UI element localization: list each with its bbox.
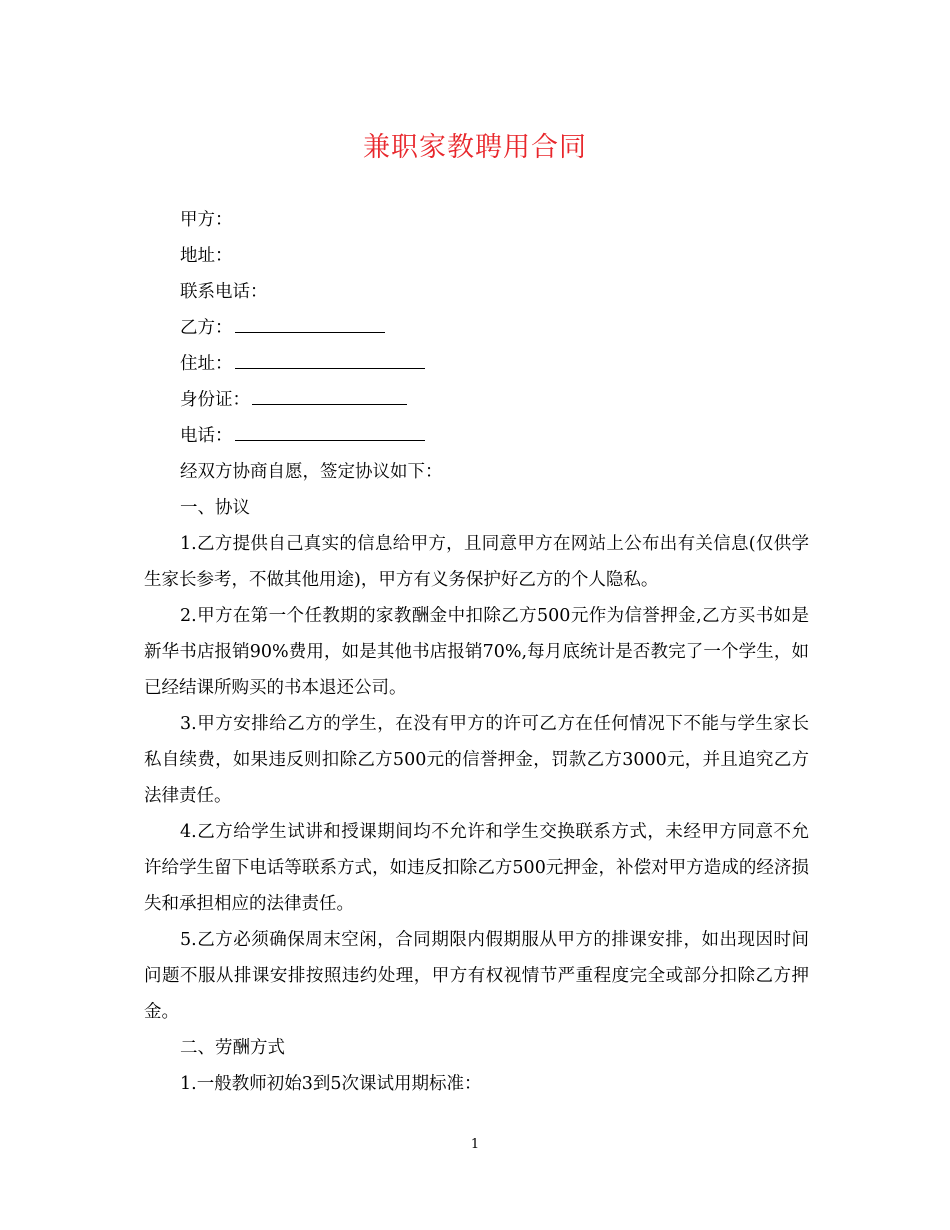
agreement-clause-1: 1.乙方提供自己真实的信息给甲方，且同意甲方在网站上公布出有关信息(仅供学生家长参考，不做其他用途)，甲方有义务保护好乙方的个人隐私。 <box>144 534 809 590</box>
party-b-id-label: 身份证： <box>180 390 250 410</box>
party-a-phone-label: 联系电话： <box>180 282 268 302</box>
agreement-clause-4: 4.乙方给学生试讲和授课期间均不允许和学生交换联系方式，未经甲方同意不允许给学生留下电话等联系方式，如违反扣除乙方500元押金，补偿对甲方造成的经济损失和承担相应的法律责任。 <box>144 822 809 914</box>
party-a-field <box>144 202 809 238</box>
party-a-address-field <box>144 238 809 274</box>
party-b-address-label: 住址： <box>180 354 233 374</box>
party-b-id-blank <box>252 390 407 405</box>
agreement-clause-3: 3.甲方安排给乙方的学生，在没有甲方的许可乙方在任何情况下不能与学生家长私自续费，如果违反则扣除乙方500元的信誉押金，罚款乙方3000元，并且追究乙方法律责任。 <box>144 714 809 806</box>
document-body <box>144 202 809 1102</box>
party-b-address-blank <box>235 354 425 369</box>
party-a-phone-field <box>144 274 809 310</box>
party-b-blank <box>235 318 385 333</box>
page-number: 1 <box>470 1137 480 1152</box>
party-a-label: 甲方： <box>180 210 233 230</box>
section-heading-payment: 二、劳酬方式 <box>180 1038 285 1058</box>
party-b-field <box>144 310 809 346</box>
party-b-phone-field <box>144 418 809 454</box>
agreement-clause-2: 2.甲方在第一个任教期的家教酬金中扣除乙方500元作为信誉押金,乙方买书如是新华书店报销90%费用，如是其他书店报销70%,每月底统计是否教完了一个学生，如已经结课所购买的书本退还公司。 <box>144 606 809 698</box>
intro-text: 经双方协商自愿，签定协议如下： <box>180 462 443 482</box>
document-title: 兼职家教聘用合同 <box>363 132 587 163</box>
party-b-label: 乙方： <box>180 318 233 338</box>
party-b-phone-blank <box>235 426 425 441</box>
section-heading-agreement: 一、协议 <box>180 498 250 518</box>
party-b-address-field <box>144 346 809 382</box>
party-a-address-label: 地址： <box>180 246 233 266</box>
party-b-phone-label: 电话： <box>180 426 233 446</box>
party-b-id-field <box>144 382 809 418</box>
payment-clause-1: 1.一般教师初始3到5次课试用期标准： <box>180 1074 482 1094</box>
agreement-clause-5: 5.乙方必须确保周末空闲，合同期限内假期服从甲方的排课安排，如出现因时间问题不服从排课安排按照违约处理，甲方有权视情节严重程度完全或部分扣除乙方押金。 <box>144 930 809 1022</box>
